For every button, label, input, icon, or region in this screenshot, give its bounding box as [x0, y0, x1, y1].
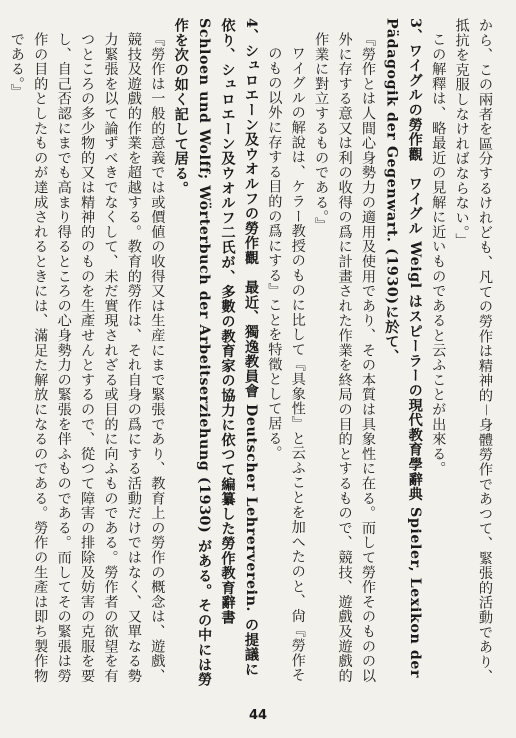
paragraph-2: この解釋は、略最近の見解に近いものであると云ふことが出來る。 — [430, 32, 447, 476]
body-text — [8, 18, 496, 690]
paragraph-weigl-commentary: ワイグルの解說は、ケラー教授のものに比して『具象性』と云ふことを加へたのと、尙『勞作そのもの以外に存する目的の爲にする』ことを特徵として居る。 — [266, 46, 306, 683]
page-number: 44 — [248, 708, 268, 723]
section-heading-3-weigl: 3、ワイグルの勞作觀 ワイグル Weigl はスピーラーの現代教育學辭典 Spieler, Lexikon der Pädagogik der Gegenwart. (1930)に於て、 — [383, 18, 423, 679]
paragraph-1: から、この兩者を區分するけれども、凡ての勞作は精神的－身體勞作であつて、緊張的活動であり、抵抗を克服しなければならない。」 — [453, 18, 493, 684]
quote-schloen-wolff: 『勞作は一般的意義では或價値の收得又は生産にまで緊張であり、教育上の勞作の概念は、遊戲、競技及遊戲的作業を超越する。教育的勞作は、それ自身の爲にする活動だけではなく、又單なる勢力緊張を以て論ずべきでなくして、未だ實現されざる或目的に向ふものである。勞作者の欲望を有つところの多少物的又は精神的のものを生產せんとするので、從つて障害の排除及妨害の克服を要し、自己否認にまでも高まり得るところの心身勢力の緊張を伴ふものである。而してその緊張は勞作の目的としたものが達成されるときには、滿足た解放になるのである。勞作の生產は即ち製作物である。』 — [8, 32, 166, 684]
quote-weigl: 『勞作とは人間心身勢力の適用及使用であり、その本質は具象性に在る。而して勞作そのものの以外に存する意又は利の收得の爲に計畫された作業を終局の目的とするもので、競技、遊戲及遊戲的作業に對立するものである。』 — [313, 32, 376, 684]
section-heading-4-schloen-wolff: 4、シュロエーン及ウオルフの勞作觀 最近、獨逸教員會 Deutscher Lehrerverein. の提議に依り、シュロエーン及ウオルフ二氏が、多數の教育家の協力に依つて編纂した勞作教育辭書 Schloen und Wolff; Wörterbuch der Arbeitserziehung (1930) がある。その中には勞作を次の如く記して居る。 — [172, 18, 259, 687]
